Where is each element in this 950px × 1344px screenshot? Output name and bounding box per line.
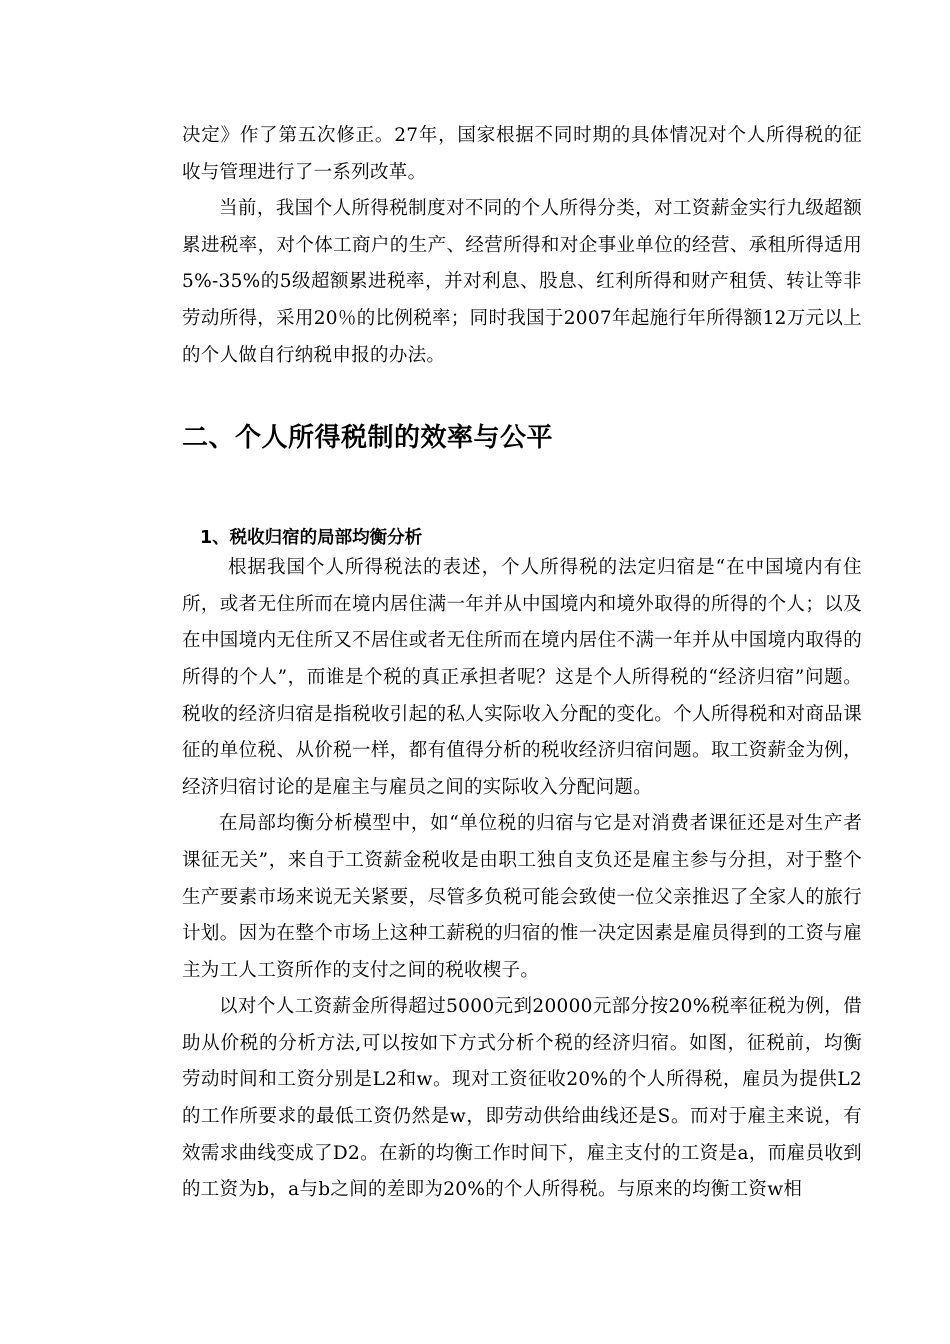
intro-paragraph: 当前，我国个人所得税制度对不同的个人所得分类，对工资薪金实行九级超额累进税率，对个体工商户的生产、经营所得和对企事业单位的经营、承租所得适用5%-35%的5级超额累进税率，并对利息、股息、红利所得和财产租赁、转让等非劳动所得，采用20％的比例税率；同时我国于2007年起施行年所得额12万元以上的个人做自行纳税申报的办法。 [182,198,862,366]
body-paragraph: 在局部均衡分析模型中，如“单位税的归宿与它是对消费者课征还是对生产者课征无关”，来自于工资薪金税收是由职工独自支负还是雇主参与分担，对于整个生产要素市场来说无关紧要，尽管多负税可能会致使一位父亲推迟了全家人的旅行计划。因为在整个市场上这种工薪税的归宿的惟一决定因素是雇员得到的工资与雇主为工人工资所作的支付之间的税收楔子。 [182,813,862,981]
body-paragraph: 根据我国个人所得税法的表述，个人所得税的法定归宿是“在中国境内有住所，或者无住所而在境内居住满一年并从中国境内和境外取得的所得的个人；以及在中国境内无住所又不居住或者无住所而在境内居住不满一年并从中国境内取得的所得的个人”，而谁是个税的真正承担者呢？这是个人所得税的“经济归宿”问题。税收的经济归宿是指税收引起的私人实际收入分配的变化。个人所得税和对商品课征的单位税、从价税一样，都有值得分析的税收经济归宿问题。取工资薪金为例，经济归宿讨论的是雇主与雇员之间的实际收入分配问题。 [182,557,862,798]
subsection-heading: 1、税收归宿的局部均衡分析 [200,528,423,549]
body-paragraph: 以对个人工资薪金所得超过5000元到20000元部分按20%税率征税为例，借助从价税的分析方法,可以按如下方式分析个税的经济归宿。如图，征税前，均衡劳动时间和工资分别是L2和w。现对工资征收20%的个人所得税，雇员为提供L2的工作所要求的最低工资仍然是w，即劳动供给曲线还是S。而对于雇主来说，有效需求曲线变成了D2。在新的均衡工作时间下，雇主支付的工资是a，而雇员收到的工资为b，a与b之间的差即为20%的个人所得税。与原来的均衡工资w相 [182,996,862,1201]
document-body [182,118,862,1209]
intro-paragraph: 决定》作了第五次修正。27年，国家根据不同时期的具体情况对个人所得税的征收与管理进行了一系列改革。 [182,125,862,183]
section-heading: 二、个人所得税制的效率与公平 [182,423,554,454]
